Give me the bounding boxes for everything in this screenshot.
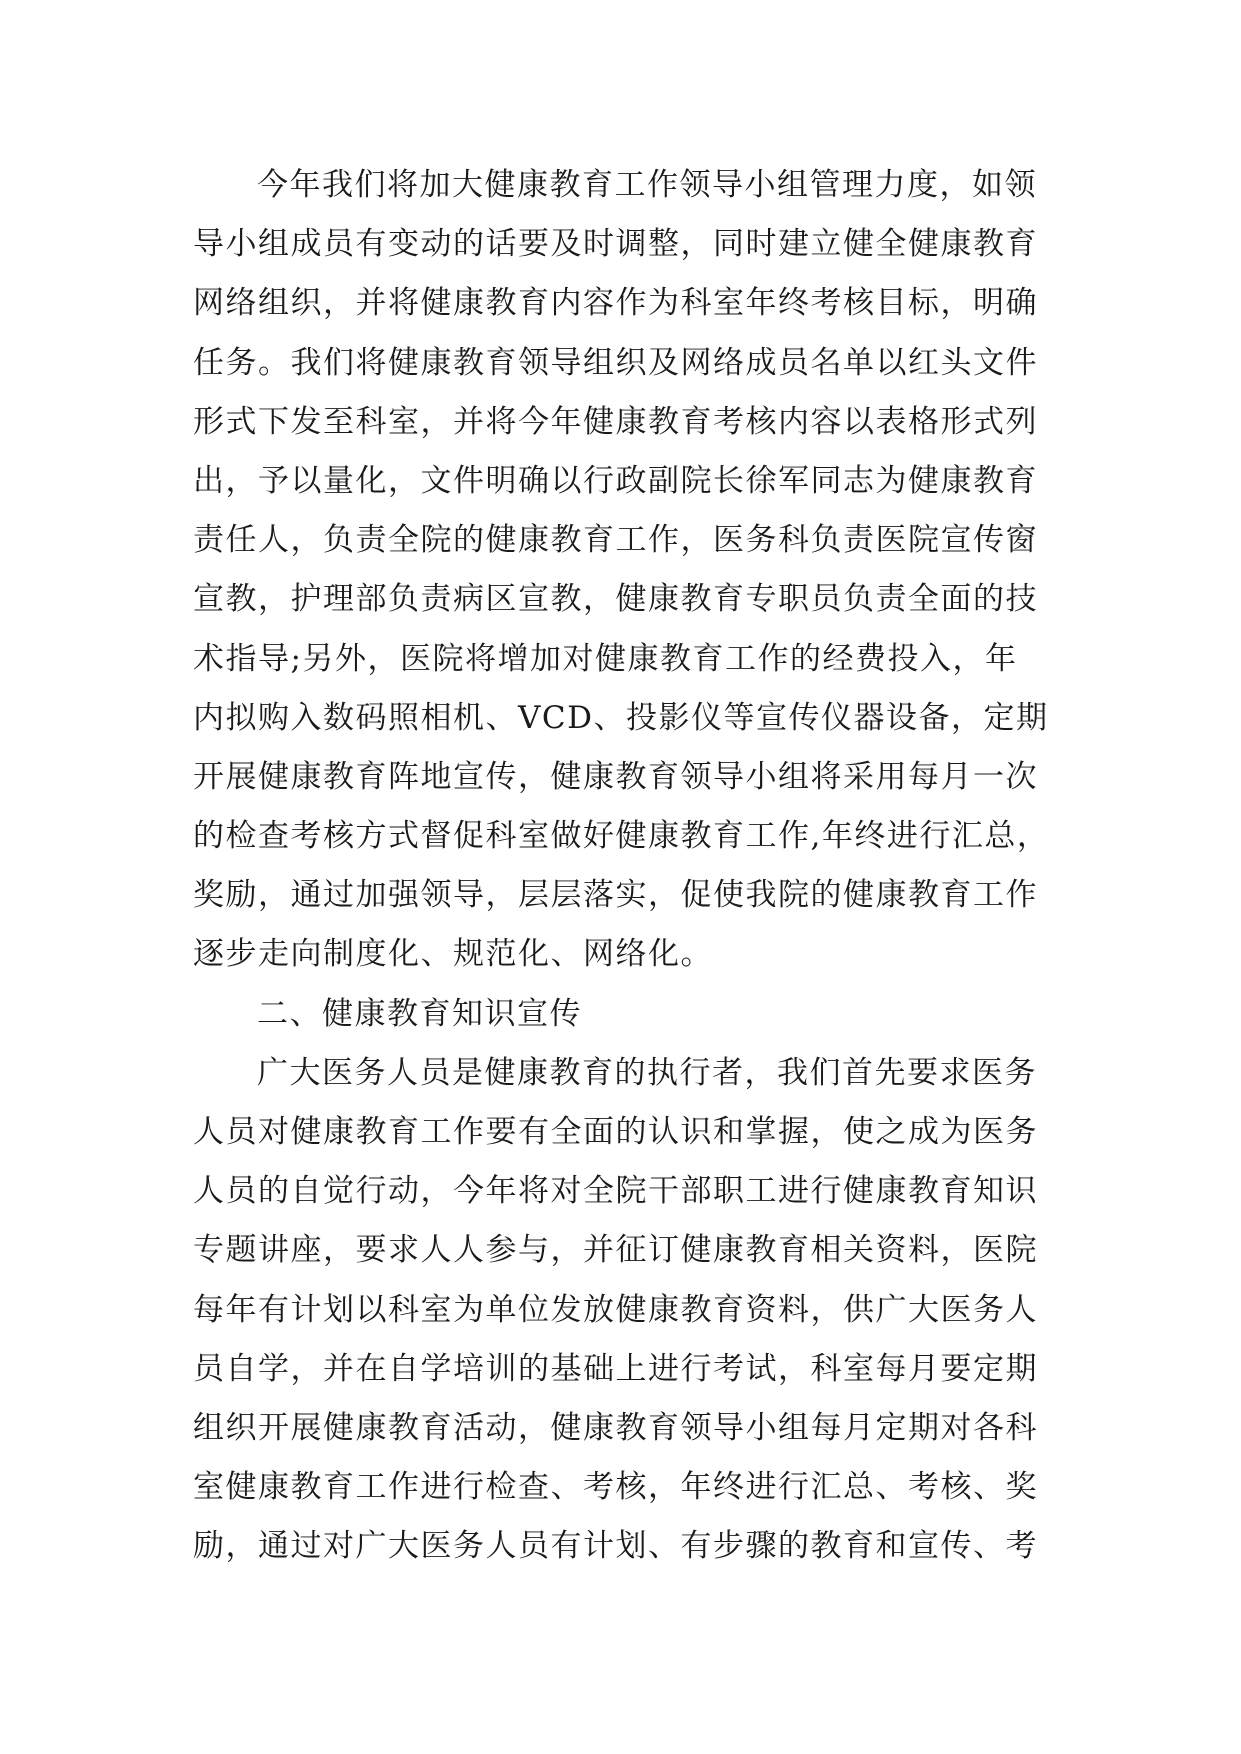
paragraph-line: 内拟购入数码照相机、VCD、投影仪等宣传仪器设备，定期 — [193, 699, 1049, 736]
document-body — [193, 156, 1053, 1577]
paragraph-line: 员自学，并在自学培训的基础上进行考试，科室每月要定期 — [193, 1350, 1038, 1387]
paragraph-line: 今年我们将加大健康教育工作领导小组管理力度，如领 — [257, 167, 1037, 203]
paragraph-line: 责任人，负责全院的健康教育工作，医务科负责医院宣传窗 — [193, 522, 1038, 559]
paragraph-line: 形式下发至科室，并将今年健康教育考核内容以表格形式列 — [193, 403, 1038, 440]
paragraph-line: 每年有计划以科室为单位发放健康教育资料，供广大医务人 — [193, 1291, 1038, 1328]
paragraph-line: 励，通过对广大医务人员有计划、有步骤的教育和宣传、考 — [193, 1528, 1038, 1565]
paragraph-line: 人员的自觉行动，今年将对全院干部职工进行健康教育知识 — [193, 1173, 1038, 1210]
paragraph-line: 网络组织，并将健康教育内容作为科室年终考核目标，明确 — [193, 285, 1038, 322]
paragraph-line: 术指导;另外，医院将增加对健康教育工作的经费投入，年 — [193, 640, 1018, 677]
paragraph-line: 专题讲座，要求人人参与，并征订健康教育相关资料，医院 — [193, 1232, 1038, 1269]
paragraph-line: 广大医务人员是健康教育的执行者，我们首先要求医务 — [257, 1054, 1037, 1091]
section-heading: 二、健康教育知识宣传 — [257, 995, 582, 1032]
paragraph-line: 组织开展健康教育活动，健康教育领导小组每月定期对各科 — [193, 1409, 1038, 1446]
paragraph-line: 开展健康教育阵地宣传，健康教育领导小组将采用每月一次 — [193, 758, 1038, 795]
paragraph-line: 导小组成员有变动的话要及时调整，同时建立健全健康教育 — [193, 226, 1038, 263]
paragraph-line: 宣教，护理部负责病区宣教，健康教育专职员负责全面的技 — [193, 581, 1038, 618]
paragraph-line: 的检查考核方式督促科室做好健康教育工作,年终进行汇总， — [193, 818, 1050, 855]
paragraph-line: 出，予以量化，文件明确以行政副院长徐军同志为健康教育 — [193, 462, 1038, 499]
paragraph-line: 奖励，通过加强领导，层层落实，促使我院的健康教育工作 — [193, 877, 1038, 914]
paragraph-line: 人员对健康教育工作要有全面的认识和掌握，使之成为医务 — [193, 1114, 1038, 1150]
paragraph-line: 逐步走向制度化、规范化、网络化。 — [193, 936, 713, 973]
paragraph-line: 室健康教育工作进行检查、考核，年终进行汇总、考核、奖 — [193, 1469, 1038, 1506]
paragraph-line: 任务。我们将健康教育领导组织及网络成员名单以红头文件 — [193, 344, 1038, 381]
